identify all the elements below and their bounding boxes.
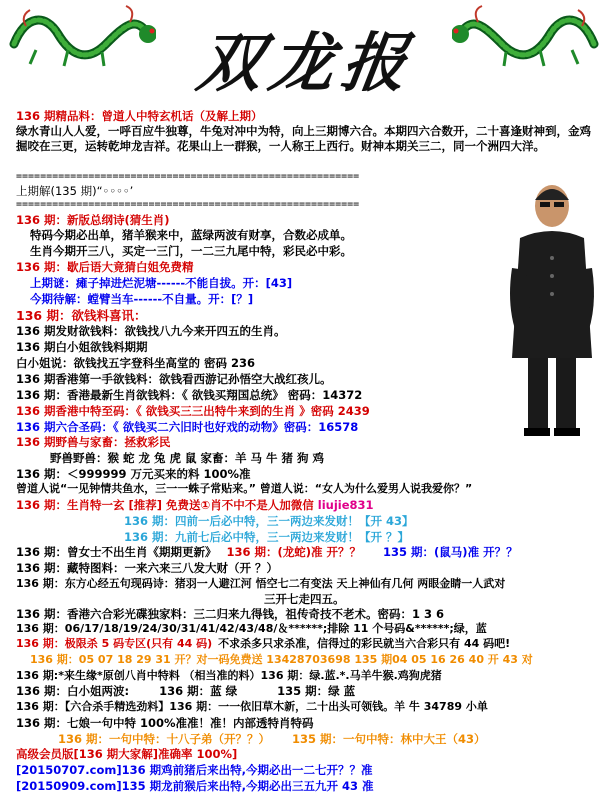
man-portrait-icon (506, 178, 598, 438)
sec4-line-29: [20150909.com]135 期龙前猴后来出特,今期必出三五九开 43 准 (16, 779, 374, 793)
divider-1: ========================================================= (16, 172, 360, 182)
sec4-line-8: 136 期野兽与家畜：拯救彩民 (16, 435, 171, 449)
sec4-line-23-end: 135 期：绿 蓝 (277, 684, 356, 698)
sec4-line-16: 136 期：藏特图料：一来六来三八发大财（开 ？） (16, 561, 279, 575)
sec4-line-27: 高级会员版[136 期大家解]准确率 100%] (16, 747, 238, 761)
sec4-line-12: 136 期：生肖特一玄 [推荐] 免费送①肖不中不是人加微信 (16, 498, 318, 512)
sec1-heading: 136 期精品料：曾道人中特玄机话（及解上期） (16, 109, 263, 123)
sec4-line-28: [20150707.com]136 期鸡前猪后来出特,今期必出一二七开？？准 (16, 763, 373, 777)
sec4-line-15-end: 135 期：(鼠马)准 开？？ (383, 545, 518, 559)
sec4-line-17b: 三开七走四五。 (264, 592, 345, 606)
sec2-line2: 生肖今期开三八，买定一三门，一二三九尾中特，彩民必中彩。 (30, 244, 352, 258)
sec4-line-13: 136 期：四前一后必中特，三一两边来发财！【开 43】 (124, 514, 414, 528)
last-period-line: 上期解(135 期)“◦◦◦◦’ (16, 184, 134, 198)
sec4-heading: 136 期：欲钱料喜讯： (16, 308, 147, 323)
sec4-line-2: 136 期白小姐欲钱料期期 (16, 340, 148, 354)
sec4-line-11: 曾道人说“一见钟情共鱼水，三一一蛛子常贴来。” 曾道人说：“女人为什么爱男人说我爱你？” (16, 482, 473, 495)
sec3-heading: 136 期：歇后语大竟猜白姐免费精 (16, 260, 194, 274)
sec4-line-6: 136 期香港中特至码：《 欲钱买三三出特牛来到的生肖 》密码 2439 (16, 404, 370, 418)
sec4-line-17: 136 期：东方心经五句现码诗：猪羽一人避江河 悟空七二有变法 天上神仙有几何 两眼金睛一人武对 (16, 577, 506, 590)
sec4-line-9: 野兽野兽：猴 蛇 龙 兔 虎 鼠 家畜：羊 马 牛 猪 狗 鸡 (50, 451, 325, 465)
sec3-line2: 今期待解：螳臂当车------不自量。开：[？] (30, 292, 254, 306)
sec4-line-4: 136 期香港第一手欲钱料：欲钱看西游记孙悟空大战红孩儿。 (16, 372, 332, 386)
sec4-line-23: 136 期：白小姐两波: (16, 684, 130, 698)
sec4-line-20-rest: 不求杀多只求杀准，信得过的彩民就当六合彩只有 44 码吧! (218, 637, 511, 650)
sec4-line-15: 136 期：曾女士不出生肖《期期更新》 (16, 545, 221, 559)
sec4-line-14: 136 期：九前七后必中特，三一两边来发财！【开 ？】 (124, 530, 410, 544)
wechat-id: liujie831 (317, 498, 374, 512)
sec4-line-18: 136 期：香港六合彩光碟独家料：三二归来九得钱，祖传奇技不老术。密码：1 3 6 (16, 607, 445, 621)
sec4-line-26-end: 135 期：一句中特：林中大王（43） (292, 732, 486, 746)
sec4-line-23-mid: 136 期：蓝 绿 (159, 684, 238, 698)
sec1-body: 绿水青山人人爱，一呼百应牛独尊，牛兔对冲中为特，向上三期博六合。本期四六合数开，二十喜逢财神到，金鸡掘咬在三更，运转乾坤龙吉祥。花果山上一群猴，一人称王上西行。财神本期关三二，同一个洲四大洋。 (16, 124, 591, 153)
sec4-line-21: 136 期：05 07 18 29 31 开？对一码免费送 13428703698 135 期04 05 16 26 40 开 43 对 (30, 653, 533, 666)
sec4-line-1: 136 期发财欲钱料：欲钱找八九今来开四五的生肖。 (16, 324, 286, 338)
sec4-line-24: 136 期：【六合杀手精选劲料】136 期：一一依旧草木新，二十出头可领钱。羊 牛 34789 小单 (16, 700, 488, 713)
sec4-line-5: 136 期：香港最新生肖欲钱料：《 欲钱买翔国总统》 密码：14372 (16, 388, 363, 402)
sec4-line-22: 136 期:*来生缘*原创八肖中特料 （相当准的料）136 期：绿.蓝.*.马羊牛猴.鸡狗虎猪 (16, 669, 442, 682)
dragon-right-icon (452, 4, 602, 86)
dragon-left-icon (6, 4, 156, 86)
sec3-line1: 上期谜：瘫子掉进烂泥塘------不能自拔。开：[43] (30, 276, 293, 290)
sec4-line-7: 136 期六合圣码：《 欲钱买二六旧时也好戏的动物》密码：16578 (16, 420, 359, 434)
sec4-line-20: 136 期：极限杀 5 码专区(只有 44 码) (16, 637, 213, 650)
banner-title: 双龙报 (192, 26, 420, 101)
sec4-line-3: 白小姐说：欲钱找五字登科坐高堂的 密码 236 (16, 356, 256, 370)
sec4-line-19: 136 期：06/17/18/19/24/30/31/41/42/43/48/＆******;排除 11 个号码&******;绿，蓝 (16, 622, 487, 635)
sec2-heading: 136 期：新版总纲诗(猜生肖) (16, 213, 170, 227)
sec4-line-10: 136 期：＜999999 万元买来的料 100%准 (16, 467, 251, 481)
divider-2: ========================================================= (16, 200, 360, 210)
sec4-line-26: 136 期：一句中特：十八子弟（开？？） (58, 732, 271, 746)
sec4-line-15-mid: 136 期：(龙蛇)准 开？？ (226, 545, 362, 559)
sec2-line1: 特码今期必出单，猪羊猴来中，蓝绿两波有财享，合数必成单。 (30, 228, 352, 242)
sec4-line-25: 136 期：七娘一句中特 100%准准！准！内部透特肖特码 (16, 716, 314, 730)
